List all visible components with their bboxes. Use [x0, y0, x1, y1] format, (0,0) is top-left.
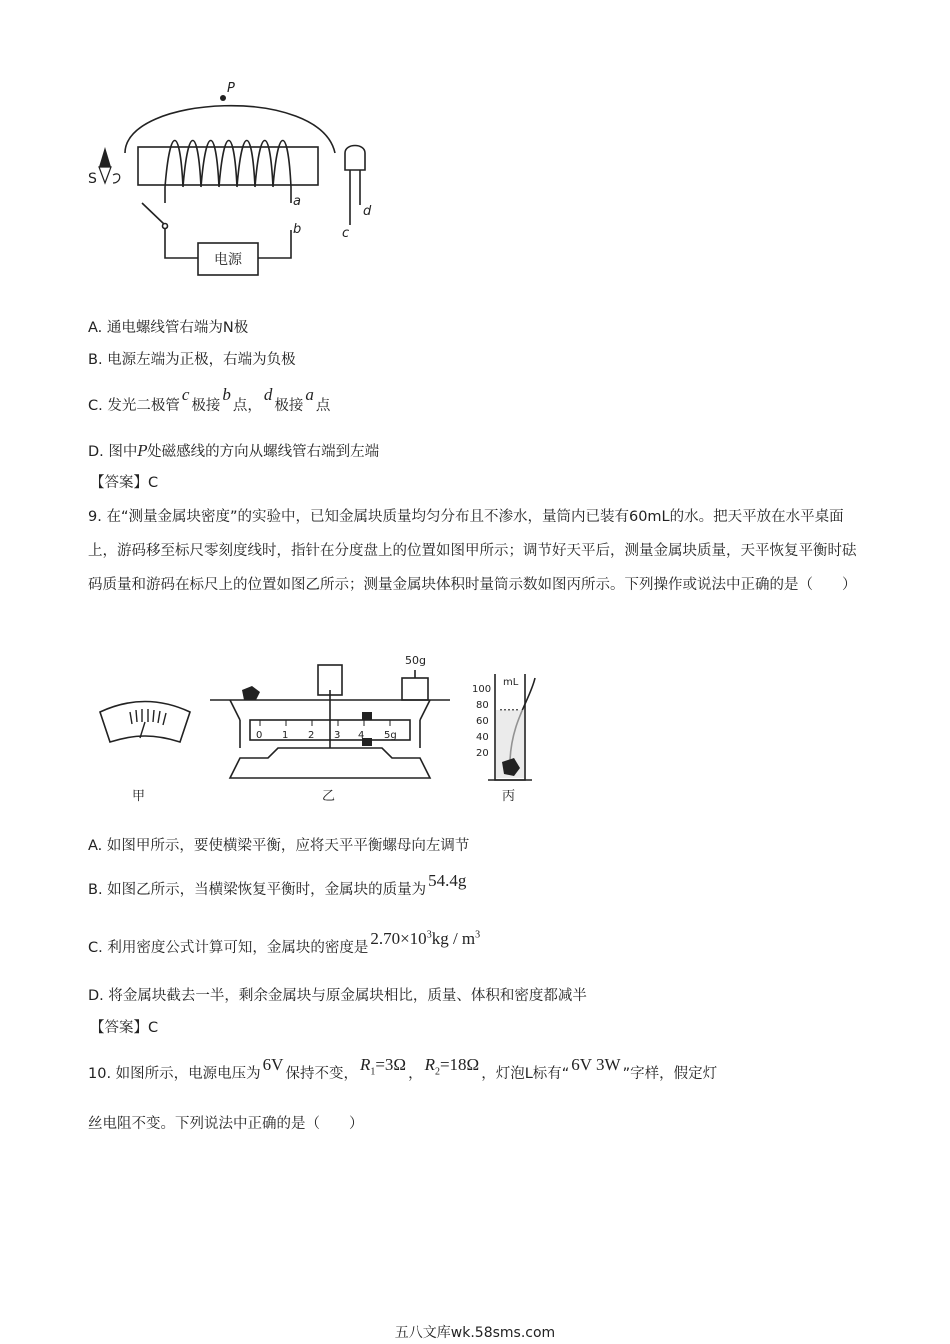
- fig-label-bing: 丙: [502, 789, 516, 804]
- compass-icon: [99, 147, 120, 183]
- cyl-tick-60: 60: [476, 716, 489, 727]
- q9-option-c: C. 利用密度公式计算可知，金属块的密度是 $2.70\times 10^3kg / m^3$: [88, 929, 481, 956]
- pointer-dial: [100, 702, 190, 743]
- q9-option-b: B. 如图乙所示，当横梁恢复平衡时，金属块的质量为 54.4g: [88, 871, 467, 898]
- q8-option-a: A. 通电螺线管右端为N极: [88, 320, 249, 336]
- cyl-tick-100: 100: [472, 684, 492, 695]
- cylinder-unit: mL: [503, 677, 519, 688]
- label-s: S: [88, 171, 97, 187]
- q9-option-d: D. 将金属块截去一半，剩余金属块与原金属块相比，质量、体积和密度都减半: [88, 988, 587, 1004]
- label-p: P: [227, 81, 235, 96]
- q8-option-b: B. 电源左端为正极，右端为负极: [88, 352, 296, 368]
- solenoid-circuit-figure: [80, 75, 390, 285]
- point-p-dot: [220, 95, 226, 101]
- scale-label-1: 1: [282, 730, 289, 741]
- q10-stem-line1: 10. 如图所示，电源电压为 6V 保持不变， $R_1=3\Omega$ ， $R_2=18\Omega$ ，灯泡L标有“ 6V 3W ”字样，假定灯: [88, 1055, 718, 1082]
- q8-option-d: D. 图中P处磁感线的方向从螺线管右端到左端: [88, 444, 380, 460]
- q9-answer: 【答案】C: [90, 1020, 159, 1036]
- cyl-tick-40: 40: [476, 732, 489, 743]
- scale-label-4: 4: [358, 730, 365, 741]
- label-a: a: [293, 194, 301, 209]
- label-b: b: [293, 222, 302, 237]
- label-c: c: [342, 226, 350, 241]
- weight-label: 50g: [405, 654, 426, 667]
- cyl-tick-80: 80: [476, 700, 489, 711]
- balance-figure: [90, 650, 560, 810]
- fig-label-yi: 乙: [322, 789, 336, 804]
- fig-label-jia: 甲: [132, 789, 146, 804]
- scale-label-3: 3: [334, 730, 341, 741]
- q9-stem: 9. 在“测量金属块密度”的实验中，已知金属块质量均匀分布且不渗水，量筒内已装有60mL的水。把天平放在水平桌面上，游码移至标尺零刻度线时，指针在分度盘上的位置如图甲所示；调节好天平后，测量金属块质量，天平恢复平衡时砝码质量和游码在标尺上的位置如图乙所示；测量金属块体积时量筒示数如图丙所示。下列操作或说法中正确的是（ ）: [88, 509, 857, 593]
- scale-label-5: 5g: [384, 730, 397, 741]
- scale-label-2: 2: [308, 730, 315, 741]
- scale-label-0: 0: [256, 730, 263, 741]
- q8-option-c: C. 发光二极管c极接b点，d极接a点: [88, 385, 331, 414]
- q10-stem-line2: 丝电阻不变。下列说法中正确的是（ ）: [88, 1116, 364, 1132]
- q9-option-a: A. 如图甲所示，要使横梁平衡，应将天平平衡螺母向左调节: [88, 838, 470, 854]
- label-d: d: [363, 204, 372, 219]
- cyl-tick-20: 20: [476, 748, 489, 759]
- page-footer: 五八文库wk.58sms.com: [394, 1325, 556, 1341]
- power-box-label: 电源: [214, 252, 242, 268]
- q8-answer: 【答案】C: [90, 475, 159, 491]
